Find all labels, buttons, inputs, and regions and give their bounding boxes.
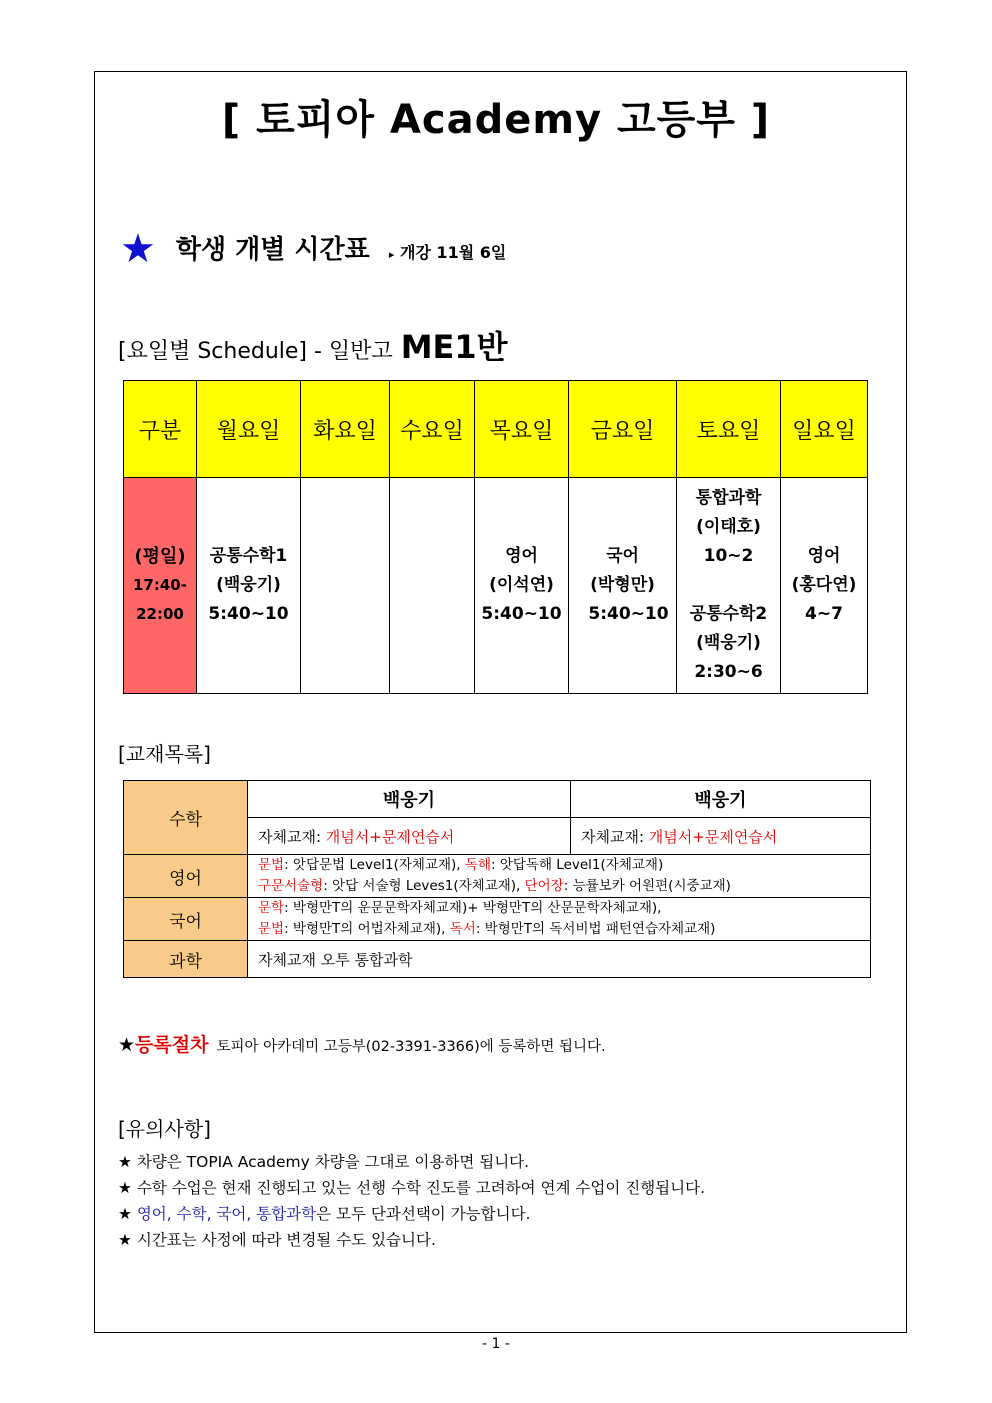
korean-books [248, 898, 871, 941]
header-saturday: 토요일 [677, 381, 781, 478]
book-type: 구문서술형 [258, 878, 324, 894]
note-2: ★ 수학 수업은 현재 진행되고 있는 선행 수학 진도를 고려하여 연계 수업이 진행됩니다. [118, 1179, 706, 1197]
class-teacher: (박형만) [590, 575, 655, 595]
note-3-rest: 은 모두 단과선택이 가능합니다. [316, 1205, 531, 1223]
class-time: 10~2 [703, 546, 754, 566]
science-books: 자체교재 오투 통합과학 [248, 941, 871, 978]
math-book-1 [248, 818, 571, 855]
notes-heading: [유의사항] [118, 1117, 211, 1141]
category-math: 수학 [124, 781, 248, 855]
math-teacher-2: 백웅기 [571, 781, 871, 818]
registration-text: 토피아 아카데미 고등부(02-3391-3366)에 등록하면 됩니다. [216, 1039, 606, 1055]
math-teacher-row [124, 781, 871, 818]
schedule-row [124, 478, 868, 694]
book-type: 독해 [464, 857, 491, 873]
page-number: - 1 - [482, 1336, 510, 1352]
friday-cell [569, 478, 677, 694]
thursday-cell [475, 478, 569, 694]
book-desc: : 박형만T의 독서비법 패턴연습자체교재) [475, 921, 716, 937]
class-time: 2:30~6 [694, 662, 763, 682]
header-category: 구분 [124, 381, 197, 478]
book-desc: : 능률보카 어원편(시중교재) [563, 878, 731, 894]
start-date-note [389, 243, 506, 262]
saturday-cell [677, 478, 781, 694]
textbook-table [123, 780, 871, 978]
book-type: 독서 [449, 921, 476, 937]
class-teacher: (이태호) [696, 517, 761, 537]
book-type: 단어장 [524, 878, 564, 894]
header-monday: 월요일 [197, 381, 301, 478]
schedule-header-row [124, 381, 868, 478]
tuesday-cell [301, 478, 390, 694]
book-title: 개념서+문제연습서 [325, 827, 455, 846]
star-icon: ★ [120, 226, 156, 272]
class-teacher: (홍다연) [791, 575, 857, 595]
book-desc: : 앗답독해 Level1(자체교재) [491, 857, 664, 873]
book-desc: : 앗답 서술형 Leves1(자체교재), [323, 878, 525, 894]
english-row [124, 855, 871, 898]
weekly-schedule-table [123, 380, 868, 694]
class-time: 5:40~10 [481, 604, 562, 624]
book-title: 개념서+문제연습서 [648, 827, 778, 846]
class-subject: 통합과학 [695, 488, 762, 508]
math-teacher-1: 백웅기 [248, 781, 571, 818]
book-type: 문법 [258, 921, 285, 937]
weekday-end: 22:00 [136, 605, 184, 623]
star-icon: ★ [118, 1034, 136, 1056]
weekday-time-cell [124, 478, 197, 694]
subtitle-text: 학생 개별 시간표 [175, 235, 370, 265]
class-teacher: (이석연) [489, 575, 554, 595]
header-tuesday: 화요일 [301, 381, 390, 478]
math-book-2 [571, 818, 871, 855]
page-title: [ 토피아 Academy 고등부 ] [221, 97, 771, 143]
category-korean: 국어 [124, 898, 248, 941]
start-date-text: 개강 11월 6일 [399, 243, 507, 262]
book-prefix: 자체교재: [581, 827, 645, 846]
english-line-1 [258, 855, 860, 876]
note-3-subjects: 영어, 수학, 국어, 통합과학 [136, 1205, 317, 1223]
book-desc: : 박형만T의 운문문학자체교재)+ 박형만T의 산문문학자체교재), [284, 900, 662, 916]
category-science: 과학 [124, 941, 248, 978]
class-subject: 공통수학2 [689, 604, 768, 624]
korean-line-2 [258, 919, 860, 940]
note-3 [118, 1202, 530, 1224]
book-type: 문학 [258, 900, 285, 916]
class-subject: 영어 [807, 546, 841, 566]
korean-row [124, 898, 871, 941]
class-subject: 영어 [505, 546, 538, 566]
registration-info [118, 1030, 606, 1057]
wednesday-cell [390, 478, 475, 694]
book-desc: : 박형만T의 어법자체교재), [284, 921, 450, 937]
weekday-start: 17:40- [133, 576, 187, 594]
header-wednesday: 수요일 [390, 381, 475, 478]
arrow-icon: ▸ [388, 248, 395, 261]
class-subject: 공통수학1 [209, 546, 288, 566]
class-name: ME1반 [400, 328, 508, 366]
book-prefix: 자체교재: [258, 827, 322, 846]
note-1: ★ 차량은 TOPIA Academy 차량을 그대로 이용하면 됩니다. [118, 1153, 530, 1171]
note-3-star: ★ [118, 1205, 137, 1223]
header-thursday: 목요일 [475, 381, 569, 478]
english-line-2 [258, 876, 860, 897]
class-time: 5:40~10 [208, 604, 289, 624]
class-teacher: (백웅기) [696, 633, 761, 653]
class-subject: 국어 [606, 546, 639, 566]
class-time: 4~7 [805, 604, 843, 624]
sunday-cell [781, 478, 868, 694]
textbook-heading: [교재목록] [118, 742, 211, 766]
spacer [677, 571, 780, 600]
class-teacher: (백웅기) [216, 575, 281, 595]
header-sunday: 일요일 [781, 381, 868, 478]
registration-label: 등록절차 [135, 1034, 209, 1056]
note-4: ★ 시간표는 사정에 따라 변경될 수도 있습니다. [118, 1231, 436, 1249]
science-row [124, 941, 871, 978]
english-books [248, 855, 871, 898]
book-desc: : 앗답문법 Level1(자체교재), [284, 857, 465, 873]
monday-cell [197, 478, 301, 694]
schedule-heading-text: [요일별 Schedule] - 일반고 [118, 339, 393, 364]
book-type: 문법 [258, 857, 285, 873]
korean-line-1 [258, 898, 860, 919]
weekday-label: (평일) [134, 546, 186, 567]
class-time: 5:40~10 [588, 604, 669, 624]
category-english: 영어 [124, 855, 248, 898]
header-friday: 금요일 [569, 381, 677, 478]
subtitle-row [120, 226, 506, 272]
schedule-heading [118, 322, 508, 368]
